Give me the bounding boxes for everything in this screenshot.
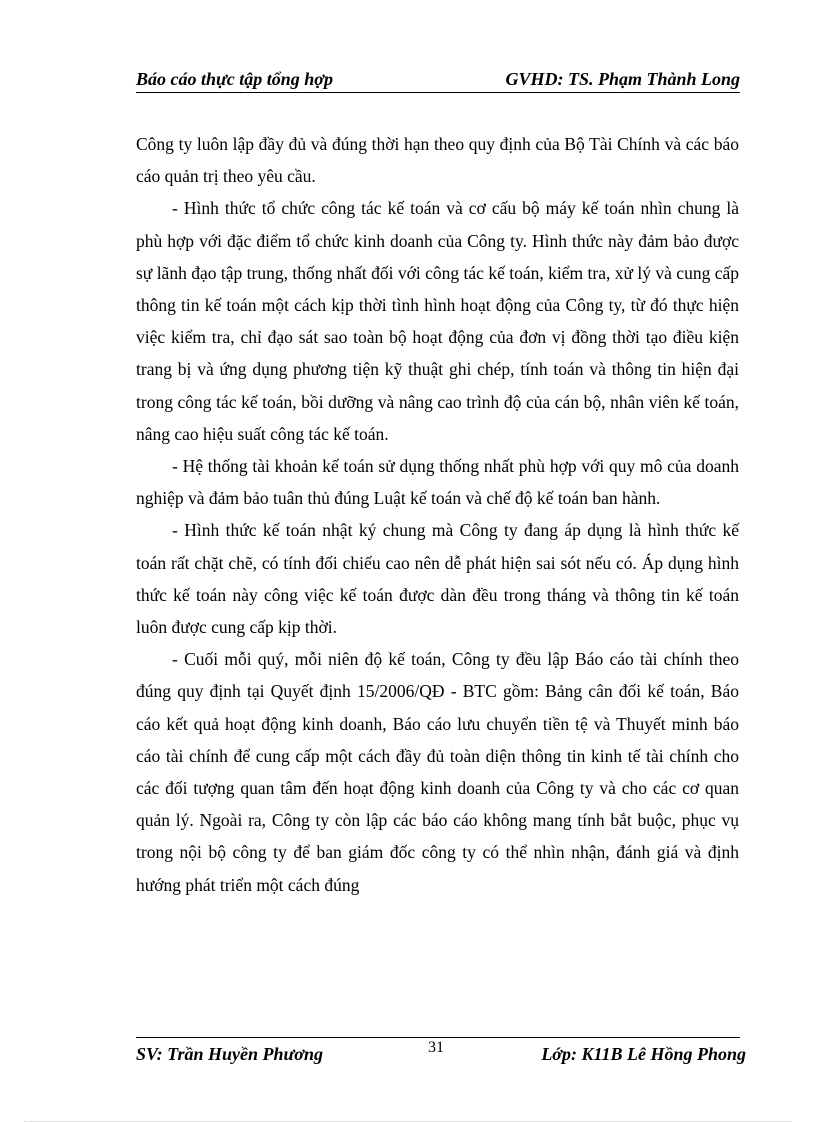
paragraph: Công ty luôn lập đầy đủ và đúng thời hạn theo quy định của Bộ Tài Chính và các báo cáo quản trị theo yêu cầu. [136, 134, 739, 187]
header-supervisor: GVHD: TS. Phạm Thành Long [505, 69, 740, 89]
page-number: 31 [428, 1039, 444, 1056]
footer-class: Lớp: K11B Lê Hồng Phong [541, 1044, 746, 1064]
page-header [136, 66, 740, 93]
paragraph: - Cuối mỗi quý, mỗi niên độ kế toán, Công ty đều lập Báo cáo tài chính theo đúng quy định tại Quyết định 15/2006/QĐ - BTC gồm: Bảng cân đối kế toán, Báo cáo kết quả hoạt động kinh doanh, Báo cáo lưu chuyển tiền tệ và Thuyết minh báo cáo tài chính để cung cấp một cách đầy đủ toàn diện thông tin kinh tế tài chính cho các đối tượng quan tâm đến hoạt động kinh doanh của Công ty và cho các cơ quan quản lý. Ngoài ra, Công ty còn lập các báo cáo không mang tính bắt buộc, phục vụ trong nội bộ công ty để ban giám đốc công ty có thể nhìn nhận, đánh giá và định hướng phát triển một cách đúng [136, 649, 739, 895]
paragraph: - Hình thức tổ chức công tác kế toán và cơ cấu bộ máy kế toán nhìn chung là phù hợp với đặc điểm tổ chức kinh doanh của Công ty. Hình thức này đảm bảo được sự lãnh đạo tập trung, thống nhất đối với công tác kế toán, kiểm tra, xử lý và cung cấp thông tin kế toán một cách kịp thời tình hình hoạt động của Công ty, từ đó thực hiện việc kiểm tra, chỉ đạo sát sao toàn bộ hoạt động của đơn vị đồng thời tạo điều kiện trang bị và ứng dụng phương tiện kỹ thuật ghi chép, tính toán và thông tin hiện đại trong công tác kế toán, bồi dưỡng và nâng cao trình độ của cán bộ, nhân viên kế toán, nâng cao hiệu suất công tác kế toán. [136, 198, 739, 444]
paragraph: - Hình thức kế toán nhật ký chung mà Công ty đang áp dụng là hình thức kế toán rất chặt chẽ, có tính đối chiếu cao nên dễ phát hiện sai sót nếu có. Áp dụng hình thức kế toán này công việc kế toán được dàn đều trong tháng và thông tin kế toán luôn được cung cấp kịp thời. [136, 520, 739, 638]
header-report-title: Báo cáo thực tập tổng hợp [136, 69, 333, 89]
paragraph: - Hệ thống tài khoản kế toán sử dụng thống nhất phù hợp với quy mô của doanh nghiệp và đảm bảo tuân thủ đúng Luật kế toán và chế độ kế toán ban hành. [136, 456, 739, 509]
page-edge-divider [24, 1121, 792, 1122]
footer-student: SV: Trần Huyền Phương [136, 1044, 323, 1064]
body-text [136, 128, 739, 901]
